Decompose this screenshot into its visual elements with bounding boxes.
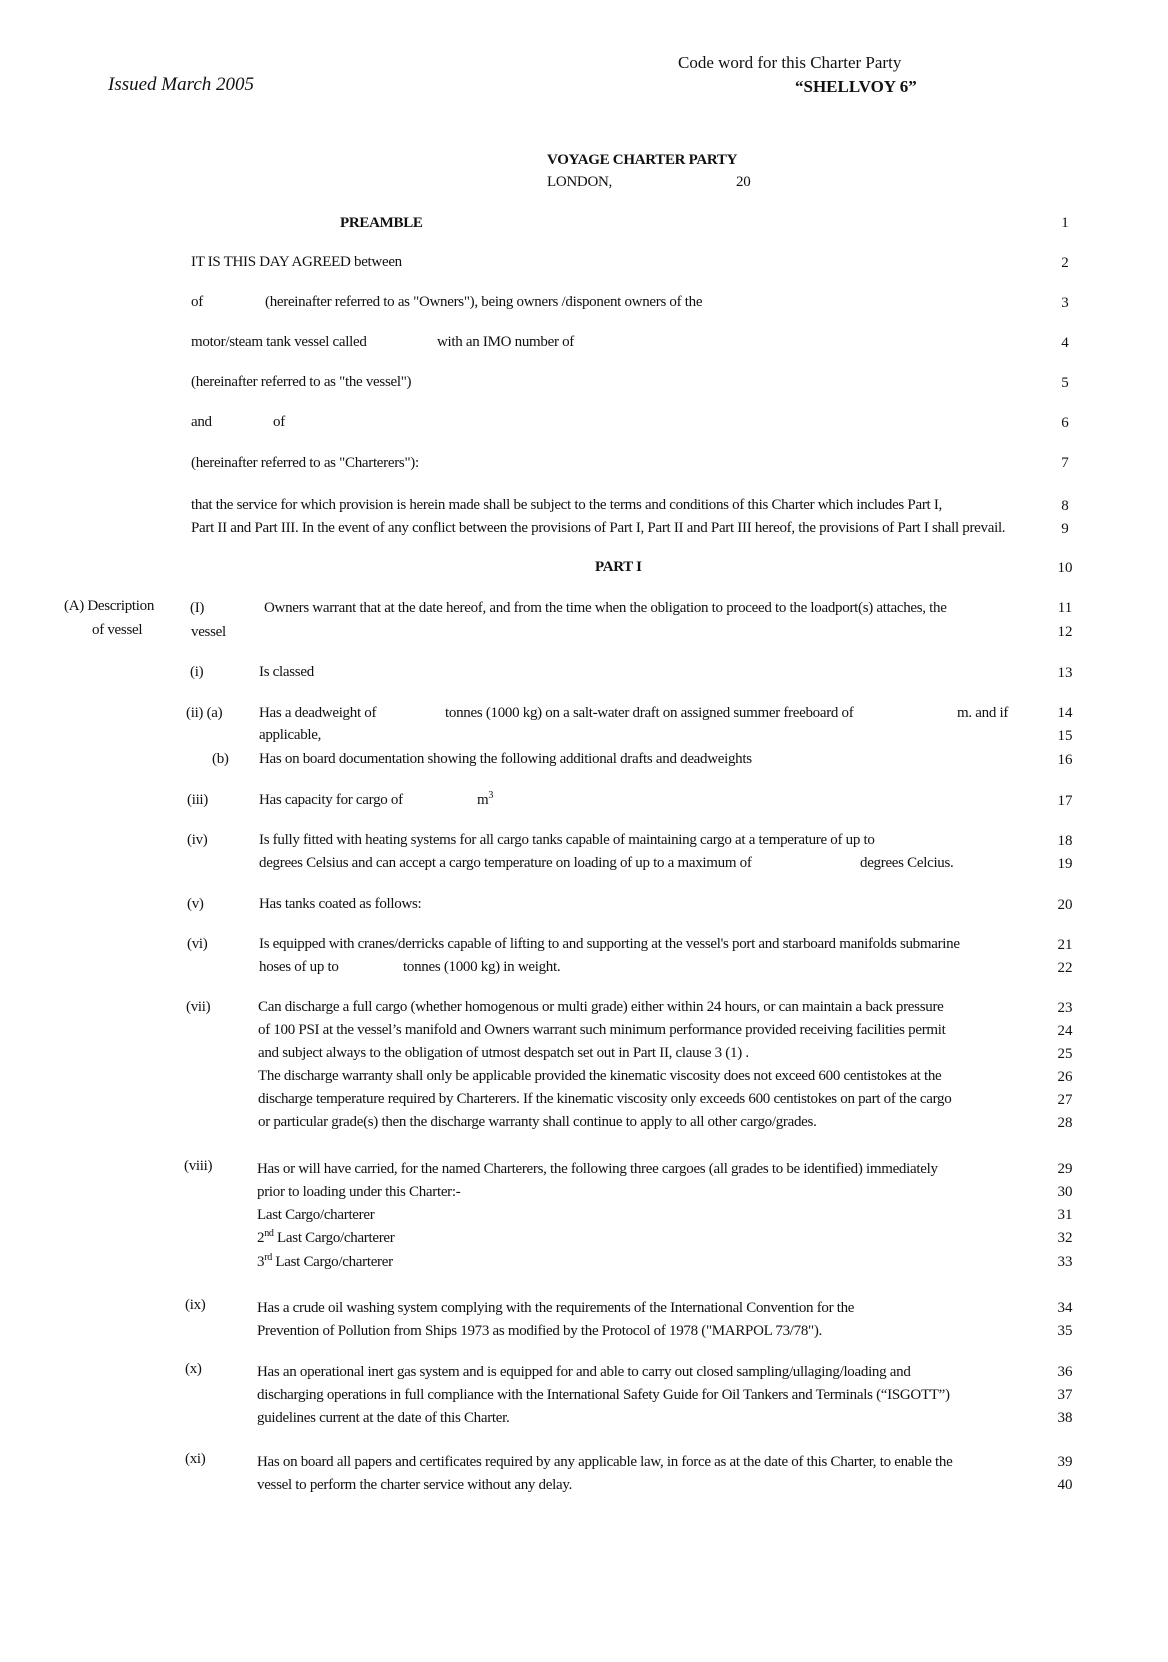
issued-date: Issued March 2005 (108, 74, 254, 95)
clause-iia-label: (ii) (a) (186, 705, 223, 721)
line-number: 7 (1061, 455, 1069, 471)
line-number: 1 (1061, 215, 1069, 231)
line-number: 39 (1057, 1454, 1073, 1470)
clause-ix-label: (ix) (185, 1297, 206, 1313)
clause-I-vessel: vessel (191, 624, 226, 640)
clause-vii-line: or particular grade(s) then the discharge warranty shall continue to apply to all other cargo/grades. (258, 1114, 817, 1130)
clause-vi-text-1: Is equipped with cranes/derricks capable of lifting to and supporting at the vessel's port and starboard manifolds submarine (259, 936, 960, 952)
clause-iii-text: Has capacity for cargo of (259, 792, 403, 808)
clause-iii-label: (iii) (187, 792, 208, 808)
clause-viii-line-2: prior to loading under this Charter:- (257, 1184, 461, 1200)
line-number: 14 (1057, 705, 1073, 721)
clause-vi-text-3: tonnes (1000 kg) in weight. (403, 959, 561, 975)
preamble-service-2: Part II and Part III. In the event of any conflict between the provisions of Part I, Part II and Part III hereof, the provisions of Part I shall prevail. (191, 520, 1006, 536)
line-number: 26 (1057, 1069, 1073, 1085)
line-number: 38 (1057, 1410, 1073, 1426)
clause-xi-line-1: Has on board all papers and certificates required by any applicable law, in force as at the date of this Charter, to enable the (257, 1454, 953, 1470)
clause-vii-line: Can discharge a full cargo (whether homogenous or multi grade) either within 24 hours, or can maintain a back pressure (258, 999, 944, 1015)
clause-x-line-1: Has an operational inert gas system and is equipped for and able to carry out closed sampling/ullaging/loading and (257, 1364, 911, 1380)
clause-iia-text-2: tonnes (1000 kg) on a salt-water draft on assigned summer freeboard of (445, 705, 854, 721)
line-number: 11 (1057, 600, 1073, 616)
preamble-imo: with an IMO number of (437, 334, 575, 350)
line-number: 5 (1061, 375, 1069, 391)
line-number: 25 (1057, 1046, 1073, 1062)
line-number: 32 (1057, 1230, 1073, 1246)
clause-i-text: Is classed (259, 664, 314, 680)
clause-vii-line: and subject always to the obligation of utmost despatch set out in Part II, clause 3 (1) . (258, 1045, 749, 1061)
line-number: 24 (1057, 1023, 1073, 1039)
clause-vii-line: The discharge warranty shall only be applicable provided the kinematic viscosity does not exceed 600 centistokes at the (258, 1068, 942, 1084)
part-one-heading: PART I (595, 559, 642, 575)
clause-I-text: Owners warrant that at the date hereof, and from the time when the obligation to proceed to the loadport(s) attaches, the (264, 600, 947, 616)
side-label-description: (A) Description (64, 598, 155, 614)
line-number: 16 (1057, 752, 1073, 768)
clause-I-label: (I) (190, 600, 205, 616)
preamble-agreed: IT IS THIS DAY AGREED between (191, 254, 402, 270)
line-number: 6 (1061, 415, 1069, 431)
clause-xi-label: (xi) (185, 1451, 206, 1467)
code-word-label: Code word for this Charter Party (678, 53, 902, 72)
clause-x-line-3: guidelines current at the date of this Charter. (257, 1410, 510, 1426)
line-number: 13 (1057, 665, 1073, 681)
preamble-service-1: that the service for which provision is herein made shall be subject to the terms and conditions of this Charter which includes Part I, (191, 497, 942, 513)
preamble-of: of (191, 294, 203, 310)
line-number: 8 (1061, 498, 1069, 514)
side-label-vessel: of vessel (92, 622, 143, 638)
clause-iia-text-3: m. and if (957, 705, 1009, 721)
line-number: 18 (1057, 833, 1073, 849)
clause-ix-line-1: Has a crude oil washing system complying with the requirements of the International Convention for the (257, 1300, 855, 1316)
clause-iv-text-1: Is fully fitted with heating systems for all cargo tanks capable of maintaining cargo at a temperature of up to (259, 832, 875, 848)
line-number: 29 (1057, 1161, 1073, 1177)
line-number: 36 (1057, 1364, 1073, 1380)
clause-iv-text-3: degrees Celcius. (860, 855, 954, 871)
clause-vi-text-2: hoses of up to (259, 959, 339, 975)
line-number: 35 (1057, 1323, 1073, 1339)
clause-iia-text-4: applicable, (259, 727, 322, 743)
last-cargo: Last Cargo/charterer (257, 1207, 375, 1223)
preamble-of-2: of (273, 414, 285, 430)
preamble-charterers: (hereinafter referred to as "Charterers"): (191, 455, 419, 471)
clause-x-label: (x) (185, 1361, 202, 1377)
line-number: 40 (1057, 1477, 1073, 1493)
code-word: “SHELLVOY 6” (795, 77, 917, 96)
line-number: 12 (1057, 624, 1073, 640)
preamble-vessel-called: motor/steam tank vessel called (191, 334, 367, 350)
line-number: 3 (1061, 295, 1069, 311)
clause-ix-line-2: Prevention of Pollution from Ships 1973 as modified by the Protocol of 1978 ("MARPOL 73/78"). (257, 1323, 823, 1339)
clause-iib-text: Has on board documentation showing the following additional drafts and deadweights (259, 751, 752, 767)
line-number: 34 (1057, 1300, 1073, 1316)
preamble-owners: (hereinafter referred to as "Owners"), being owners /disponent owners of the (265, 294, 703, 310)
clause-v-label: (v) (187, 896, 204, 912)
line-number: 28 (1057, 1115, 1073, 1131)
clause-vii-line: of 100 PSI at the vessel’s manifold and Owners warrant such minimum performance provided receiving facilities permit (258, 1022, 946, 1038)
clause-iv-label: (iv) (187, 832, 208, 848)
line-number: 4 (1061, 335, 1069, 351)
document-title: VOYAGE CHARTER PARTY (547, 152, 738, 168)
line-number: 30 (1057, 1184, 1073, 1200)
clause-i-label: (i) (190, 664, 204, 680)
line-number: 15 (1057, 728, 1073, 744)
clause-vi-label: (vi) (187, 936, 208, 952)
clause-iv-text-2: degrees Celsius and can accept a cargo temperature on loading of up to a maximum of (259, 855, 752, 871)
clause-viii-line-1: Has or will have carried, for the named Charterers, the following three cargoes (all grades to be identified) immediately (257, 1161, 938, 1177)
third-last-cargo: 3rd Last Cargo/charterer (257, 1252, 393, 1270)
title-place: LONDON, (547, 174, 612, 190)
clause-iib-label: (b) (212, 751, 229, 767)
line-number: 22 (1057, 960, 1073, 976)
line-number: 31 (1057, 1207, 1073, 1223)
line-number: 21 (1057, 937, 1073, 953)
clause-viii-label: (viii) (184, 1158, 213, 1174)
clause-vii-line: discharge temperature required by Charterers. If the kinematic viscosity only exceeds 600 centistokes on part of the cargo (258, 1091, 952, 1107)
line-number: 19 (1057, 856, 1073, 872)
preamble-and: and (191, 414, 212, 430)
line-number: 10 (1057, 560, 1073, 576)
clause-iii-unit: $m^3$ (477, 790, 494, 808)
line-number: 23 (1057, 1000, 1073, 1016)
title-year: 20 (736, 174, 751, 190)
clause-v-text: Has tanks coated as follows: (259, 896, 422, 912)
clause-iia-text-1: Has a deadweight of (259, 705, 377, 721)
clause-vii-label: (vii) (186, 999, 211, 1015)
line-number: 17 (1057, 793, 1073, 809)
line-number: 37 (1057, 1387, 1073, 1403)
line-number: 9 (1061, 521, 1069, 537)
line-number: 20 (1057, 897, 1073, 913)
clause-xi-line-2: vessel to perform the charter service without any delay. (257, 1477, 573, 1493)
preamble-heading: PREAMBLE (340, 215, 423, 231)
second-last-cargo: 2nd Last Cargo/charterer (257, 1228, 395, 1246)
line-number: 33 (1057, 1254, 1073, 1270)
clause-x-line-2: discharging operations in full compliance with the International Safety Guide for Oil Tankers and Terminals (“ISGOTT”) (257, 1387, 950, 1403)
line-number: 2 (1061, 255, 1069, 271)
line-number: 27 (1057, 1092, 1073, 1108)
preamble-vessel-ref: (hereinafter referred to as "the vessel") (191, 374, 412, 390)
